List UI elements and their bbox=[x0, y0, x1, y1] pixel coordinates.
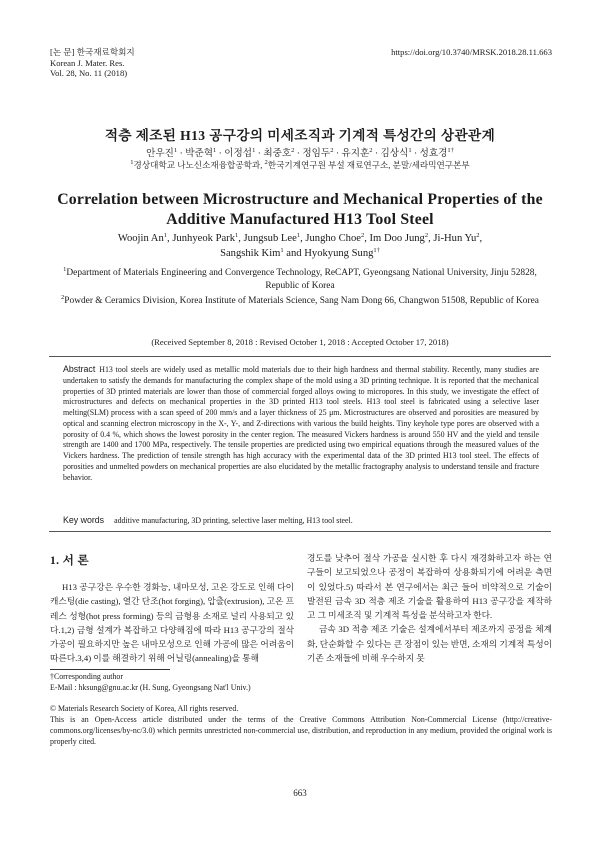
footnote-rule bbox=[50, 669, 170, 670]
journal-volume: Vol. 28, No. 11 (2018) bbox=[50, 68, 128, 79]
english-title: Correlation between Microstructure and Mechanical Properties of the Additive Manufactured H13 Tool Steel bbox=[57, 191, 543, 228]
author-kr: 정임두 bbox=[302, 148, 331, 159]
paragraph: 경도를 낮추어 절삭 가공을 실시한 후 다시 재경화하고자 하는 연구들이 보고되었으나 공정이 복잡하여 상용화되기에 어려운 측면이 있었다.5) 따라서 본 연구에서는 최근 들어 비약적으로 기술이 발전된 금속 3D 적층 제조 기술을 활용하여 H13 공구강을 제작하고 그 미세조직 및 기계적 특성을 분석하고자 한다. bbox=[307, 553, 552, 621]
abstract bbox=[63, 364, 539, 483]
author-kr: 최중호 bbox=[263, 148, 292, 159]
korean-title: 적층 제조된 H13 공구강의 미세조직과 기계적 특성간의 상관관계 bbox=[104, 128, 496, 143]
license-text: This is an Open-Access article distributed under the terms of the Creative Commons Attribution Non-Commercial License (http://creative-commons.org/licenses/by-nc/3.0) which permits unrestricted non-commercial use, distribution, and reproduction in any medium, provided the original work is properly cited. bbox=[50, 715, 552, 746]
author-email[interactable]: E-Mail : hksung@gnu.ac.kr (H. Sung, Gyeongsang Nat'l Univ.) bbox=[50, 683, 251, 692]
author-kr: 성효경 bbox=[419, 148, 448, 159]
author-en: Junhyeok Park bbox=[172, 233, 235, 244]
corresponding-author: †Corresponding author bbox=[50, 672, 123, 681]
author-kr: 유지훈 bbox=[341, 148, 370, 159]
journal-name-en: Korean J. Mater. Res. bbox=[50, 57, 125, 68]
author-kr: 김상식 bbox=[380, 148, 409, 159]
section-heading: 1. 서 론 bbox=[50, 555, 89, 567]
page-number: 663 bbox=[293, 788, 307, 798]
affiliation-2: $^2$Powder & Ceramics Division, Korea Institute of Materials Science, Sang Nam Dong 66, Changwon 51508, Republic of Korea bbox=[61, 294, 539, 306]
author-en: Jungho Choe bbox=[305, 233, 361, 244]
affiliation-1: $^1$Department of Materials Engineering and Convergence Technology, ReCAPT, Gyeongsang National University, Jinju 52828, Republic of Korea bbox=[63, 266, 537, 291]
korean-authors: 안우진$^1$ · 박준혁$^1$ · 이정섭$^1$ · 최중호$^2$ · 정임두$^2$ · 유지훈$^2$ · 김상식$^1$ · 성효경$^{1\dagger}$ bbox=[146, 147, 454, 159]
author-kr: 안우진 bbox=[146, 148, 174, 159]
keywords-text: additive manufacturing, 3D printing, selective laser melting, H13 tool steel. bbox=[114, 516, 353, 525]
divider bbox=[49, 356, 551, 357]
korean-affiliations: $^1$경상대학교 나노신소재융합공학과, $^2$한국기계연구원 부설 재료연구소, 분말/세라믹연구본부 bbox=[130, 159, 470, 170]
journal-header bbox=[50, 47, 300, 79]
abstract-label: Abstract bbox=[63, 364, 96, 374]
copyright-line: © Materials Research Society of Korea, All rights reserved. bbox=[50, 704, 239, 713]
author-kr: 이정섭 bbox=[224, 148, 253, 159]
author-en: Jungsub Lee bbox=[243, 233, 297, 244]
keywords-label: Key words bbox=[63, 515, 105, 525]
author-en: Sangshik Kim bbox=[220, 247, 281, 259]
author-en: Im Doo Jung bbox=[369, 233, 425, 244]
english-authors: Woojin An$^1$, Junhyeok Park$^1$, Jungsub Lee$^1$, Jungho Choe$^2$, Im Doo Jung$^2$, Ji-Hun Yu$^2$, Sangshik Kim$^1$ and Hyokyung Sung$^{1\dagger}$ bbox=[117, 232, 483, 259]
paragraph: 금속 3D 적층 제조 기술은 설계에서부터 제조까지 공정을 체계화, 단순화할 수 있다는 큰 장점이 있는 반면, 소재의 기계적 특성이 기존 소재들에 비해 우수하지 못 bbox=[307, 624, 552, 664]
copyright-notice bbox=[50, 703, 552, 747]
divider bbox=[49, 531, 551, 532]
footnote bbox=[50, 671, 251, 693]
author-en: Ji-Hun Yu bbox=[433, 233, 477, 244]
author-kr: 박준혁 bbox=[185, 148, 213, 159]
received-dates: (Received September 8, 2018 : Revised October 1, 2018 : Accepted October 17, 2018) bbox=[151, 337, 449, 347]
body-text-right bbox=[307, 551, 552, 665]
journal-name-kr: [논 문] 한국재료학회지 bbox=[50, 47, 135, 57]
doi-link[interactable]: https://doi.org/10.3740/MRSK.2018.28.11.663 bbox=[391, 47, 552, 57]
abstract-text: H13 tool steels are widely used as metallic mold materials due to their high hardness and thermal stability. Recently, many studies are undertaken to satisfy the demands for manufacturing the complex shape of the mold using a 3D printing technique. It is reported that the mechanical properties of 3D printed materials are lower than those of commercial forged alloys owing to micropores. In this study, we investigate the effect of microstructures and defects on mechanical properties in the 3D printed H13 tool steels. H13 tool steel is fabricated using a selective laser melting(SLM) process with a scan speed of 200 mm/s and a layer thickness of 25 μm. Microstructures are observed and porosities are measured by optical and scanning electron microscopy in the X-, Y-, and Z-directions with various the build heights. Tiny keyhole type pores are observed with a porosity of 0.4 %, which shows the lowest porosity in the center region. The measured Vickers hardness is around 550 HV and the yield and tensile strength are 1400 and 1700 MPa, respectively. The tensile properties are predicted using two empirical equations through the measured values of the Vickers hardness. The prediction of tensile strength has high accuracy with the experimental data of the 3D printed H13 tool steel. The effects of porosities and unmelted powders on mechanical properties are also elucidated by the metallic fractography analysis to understand tensile and fracture behavior. bbox=[63, 365, 539, 482]
body-text-left: H13 공구강은 우수한 경화능, 내마모성, 고온 강도로 인해 다이캐스팅(die casting), 열간 단조(hot forging), 압출(extrusion), 고온 프레스 성형(hot press forming) 등의 금형용 소재로 널리 사용되고 있다.1,2) 금형 설계가 복잡하고 다양해짐에 따라 H13 공구강의 절삭가공이 필요하지만 높은 내마모성으로 인해 가공에 많은 어려움이 따른다.3,4) 이를 해결하기 위해 어닐링(annealing)을 통해 bbox=[50, 582, 294, 664]
keywords bbox=[63, 515, 539, 525]
author-en: Hyokyung Sung bbox=[304, 247, 374, 259]
author-en: Woojin An bbox=[117, 233, 164, 244]
